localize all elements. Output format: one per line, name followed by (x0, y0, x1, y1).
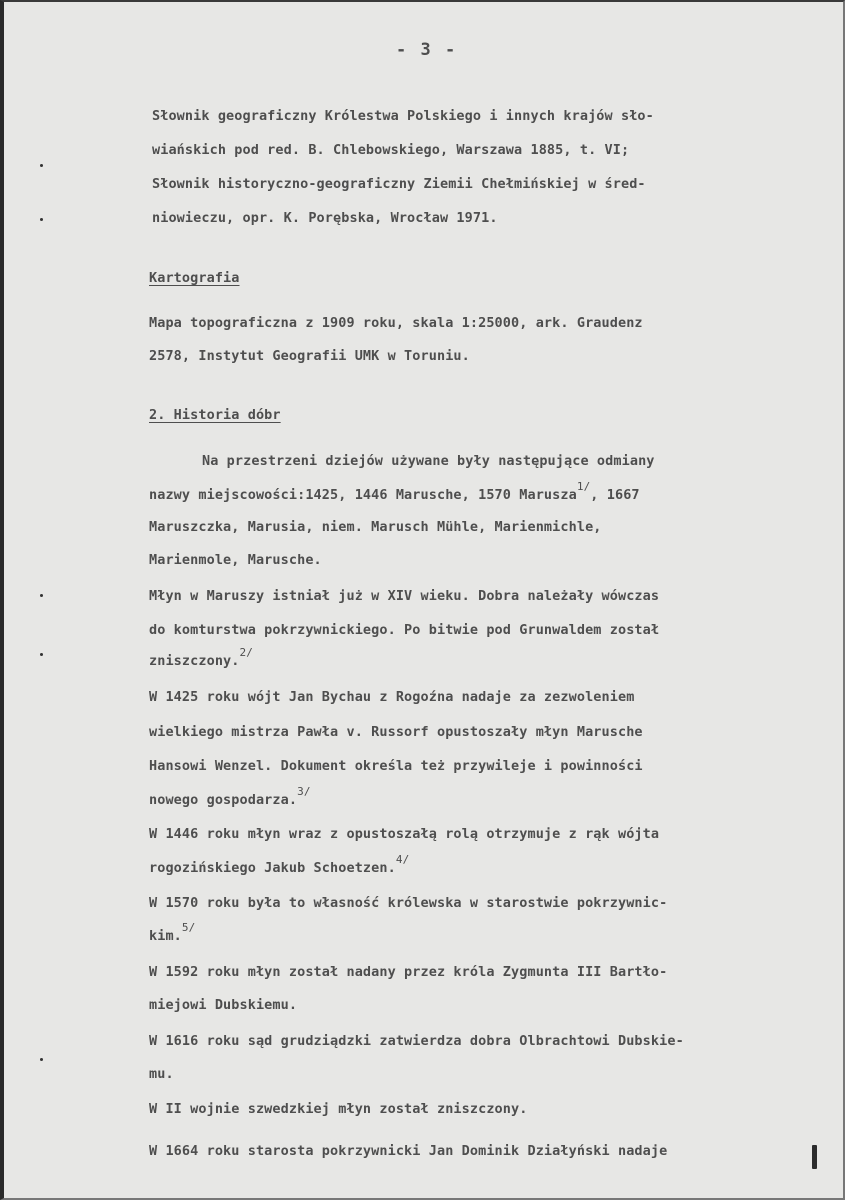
history-p5-line-2-text: kim. (149, 928, 182, 944)
history-p5-line-2 (149, 921, 196, 944)
history-p1-line-2-text: nazwy miejscowości:1425, 1446 Marusche, 1570 Marusza (149, 487, 577, 503)
history-p1-line-3: Maruszczka, Marusia, niem. Marusch Mühle, Marienmichle, (149, 519, 602, 535)
history-p3-line-3: Hansowi Wenzel. Dokument określa też przywileje i powinności (149, 758, 643, 774)
punch-mark (40, 164, 43, 167)
footnote-ref-3: 3/ (297, 785, 311, 798)
cartography-line-1: Mapa topograficzna z 1909 roku, skala 1:25000, ark. Graudenz (149, 315, 643, 331)
page-number: - 3 - (396, 40, 458, 60)
history-p6-line-1: W 1592 roku młyn został nadany przez króla Zygmunta III Bartło- (149, 964, 668, 980)
history-p1-line-4: Marienmole, Marusche. (149, 552, 322, 568)
history-p8-line-1: W II wojnie szwedzkiej młyn został zniszczony. (149, 1101, 528, 1117)
history-heading: 2. Historia dóbr (149, 407, 281, 423)
history-p1-line-2-end: , 1667 (590, 487, 640, 503)
page-edge-mark (812, 1145, 817, 1169)
history-p1-line-1: Na przestrzeni dziejów używane były następujące odmiany (202, 453, 655, 469)
history-p3-line-4 (149, 785, 311, 808)
history-p4-line-2-text: rogozińskiego Jakub Schoetzen. (149, 860, 396, 876)
history-p2-line-2: do komturstwa pokrzywnickiego. Po bitwie pod Grunwaldem został (149, 622, 660, 638)
history-p4-line-1: W 1446 roku młyn wraz z opustoszałą rolą otrzymuje z rąk wójta (149, 826, 660, 842)
sources-line-1: Słownik geograficzny Królestwa Polskiego i innych krajów sło- (152, 108, 654, 124)
footnote-ref-5: 5/ (181, 921, 196, 934)
history-p2-line-1: Młyn w Maruszy istniał już w XIV wieku. Dobra należały wówczas (149, 588, 660, 604)
history-p1-line-2 (149, 480, 640, 503)
punch-mark (40, 1058, 43, 1061)
footnote-ref-1: 1/ (576, 480, 591, 493)
sources-line-2: wiańskich pod red. B. Chlebowskiego, Warszawa 1885, t. VI; (152, 142, 630, 158)
cartography-heading: Kartografia (149, 270, 240, 286)
sources-line-3: Słownik historyczno-geograficzny Ziemii Chełmińskiej w śred- (152, 176, 646, 192)
history-p3-line-4-text: nowego gospodarza. (149, 792, 298, 808)
history-p5-line-1: W 1570 roku była to własność królewska w starostwie pokrzywnic- (149, 895, 668, 911)
sources-line-4: niowieczu, opr. K. Porębska, Wrocław 1971. (152, 210, 498, 226)
footnote-ref-2: 2/ (239, 646, 253, 659)
history-p2-line-3 (149, 646, 253, 669)
history-p7-line-2: mu. (149, 1066, 174, 1082)
history-p4-line-2 (149, 853, 410, 876)
punch-mark (40, 218, 43, 221)
history-p3-line-2: wielkiego mistrza Pawła v. Russorf opustoszały młyn Marusche (149, 724, 643, 740)
history-p6-line-2: miejowi Dubskiemu. (149, 997, 298, 1013)
footnote-ref-4: 4/ (395, 853, 410, 866)
cartography-line-2: 2578, Instytut Geografii UMK w Toruniu. (149, 348, 470, 364)
history-p9-line-1: W 1664 roku starosta pokrzywnicki Jan Dominik Działyński nadaje (149, 1143, 668, 1159)
punch-mark (40, 594, 43, 597)
history-p7-line-1: W 1616 roku sąd grudziądzki zatwierdza dobra Olbrachtowi Dubskie- (149, 1033, 684, 1049)
history-p3-line-1: W 1425 roku wójt Jan Bychau z Rogoźna nadaje za zezwoleniem (149, 689, 635, 705)
history-p2-line-3-text: zniszczony. (149, 653, 240, 669)
punch-mark (40, 653, 43, 656)
